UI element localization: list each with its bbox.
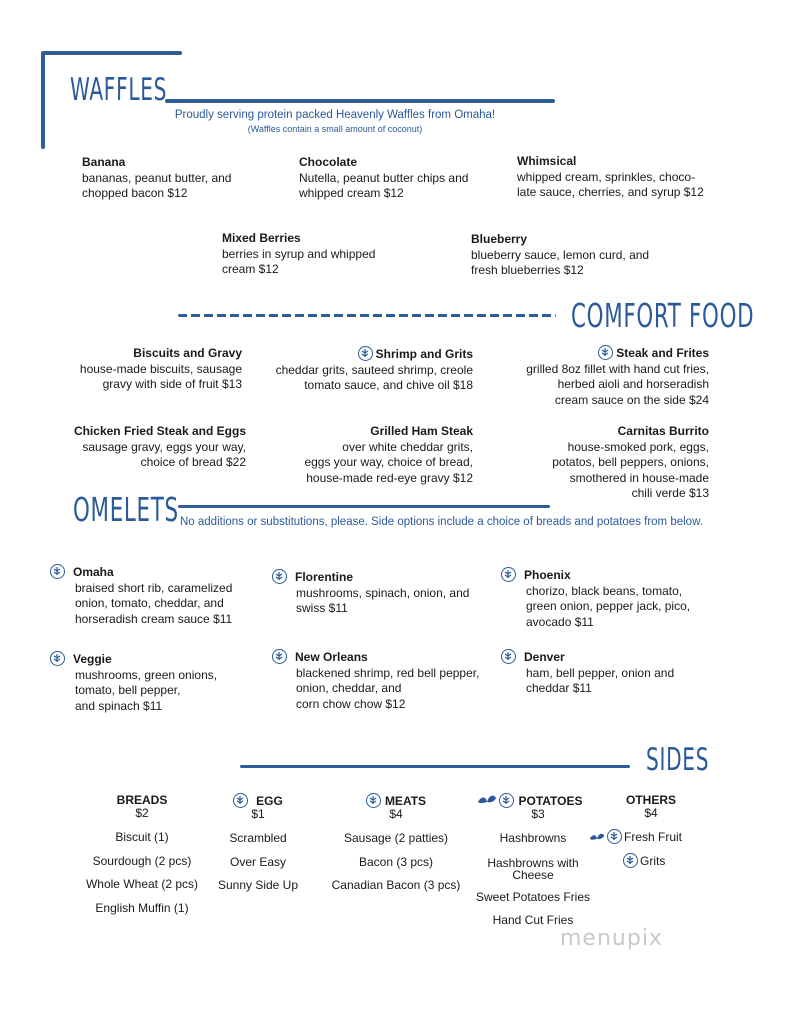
menu-item-biscuits-and-gravy xyxy=(42,346,242,393)
waffles-rule xyxy=(165,99,555,103)
waffles-note: (Waffles contain a small amount of coconut) xyxy=(247,124,423,134)
menu-item-veggie xyxy=(50,651,260,714)
sides-column-title: MEATS xyxy=(384,794,427,808)
item-desc: cheddar grits, sauteed shrimp, creole tomato sauce, and chive oil $18 xyxy=(275,362,473,392)
item-title: Carnitas Burrito xyxy=(617,424,709,438)
list-item: Grits xyxy=(640,853,666,868)
sides-potatoes xyxy=(455,793,605,933)
menu-item-denver xyxy=(501,649,711,697)
item-desc: house-made biscuits, sausage gravy with side of fruit $13 xyxy=(79,361,242,391)
item-title: Florentine xyxy=(295,570,354,584)
waffles-intro xyxy=(150,109,520,134)
list-item: Sourdough (2 pcs) xyxy=(92,853,192,868)
item-title: New Orleans xyxy=(295,650,368,664)
sides-column-title: POTATOES xyxy=(518,794,583,808)
menu-item-carnitas-burrito xyxy=(509,424,709,502)
vegan-leaf-icon xyxy=(589,832,605,844)
omelets-intro: No additions or substitutions, please. Side options include a choice of breads and potatoes from below. xyxy=(180,516,703,528)
list-item-fresh-fruit xyxy=(589,826,716,850)
gluten-free-icon xyxy=(233,793,248,808)
gluten-free-icon xyxy=(272,649,287,664)
list-item: Sausage (2 patties) xyxy=(343,831,449,845)
item-title: Whimsical xyxy=(517,154,577,168)
item-desc: chorizo, black beans, tomato, green onion, pepper jack, pico, avocado $11 xyxy=(526,583,691,629)
item-desc: blackened shrimp, red bell pepper, onion, cheddar, and corn chow chow $12 xyxy=(296,665,480,711)
list-item: Canadian Bacon (3 pcs) xyxy=(331,878,461,892)
menu-item-omaha xyxy=(50,564,260,627)
list-item: Sweet Potatoes Fries xyxy=(475,889,591,904)
list-item: Biscuit (1) xyxy=(115,830,169,844)
gluten-free-icon xyxy=(501,649,516,664)
item-title: Grilled Ham Steak xyxy=(370,424,473,438)
item-desc: mushrooms, green onions, tomato, bell pepper, and spinach $11 xyxy=(75,667,218,713)
gluten-free-icon xyxy=(272,569,287,584)
gluten-free-icon xyxy=(598,345,613,360)
menu-item-new-orleans xyxy=(272,649,492,712)
gluten-free-icon xyxy=(501,567,516,582)
item-desc: sausage gravy, eggs your way, choice of bread $22 xyxy=(82,439,246,469)
gluten-free-icon xyxy=(366,793,381,808)
sides-others xyxy=(586,793,716,873)
sides-column-price: $4 xyxy=(389,807,403,821)
item-title: Phoenix xyxy=(524,568,571,582)
menu-item-blueberry xyxy=(471,232,691,279)
item-title: Denver xyxy=(524,650,565,664)
sides-column-price: $1 xyxy=(251,807,265,821)
gluten-free-icon xyxy=(50,564,65,579)
item-desc: over white cheddar grits, eggs your way, choice of bread, house-made red-eye gravy $12 xyxy=(304,439,473,485)
frame-top-stroke xyxy=(42,51,182,55)
item-title: Chocolate xyxy=(299,155,358,169)
list-item: Bacon (3 pcs) xyxy=(358,854,434,869)
sides-column-title: EGG xyxy=(256,794,283,808)
comfort-food-heading: COMFORT FOOD xyxy=(571,296,755,335)
item-title: Chicken Fried Steak and Eggs xyxy=(73,424,246,438)
omelets-heading: OMELETS xyxy=(73,490,179,529)
list-item: Whole Wheat (2 pcs) xyxy=(85,877,199,891)
list-item: Over Easy xyxy=(229,854,286,869)
waffles-heading: WAFFLES xyxy=(70,72,168,108)
item-title: Veggie xyxy=(73,652,112,666)
item-desc: berries in syrup and whipped cream $12 xyxy=(222,246,376,276)
item-title: Blueberry xyxy=(471,232,528,246)
menu-item-chocolate xyxy=(299,155,499,202)
sides-rule xyxy=(240,765,630,768)
list-item: Hand Cut Fries xyxy=(492,913,574,927)
gluten-free-icon xyxy=(623,853,638,868)
item-title: Biscuits and Gravy xyxy=(133,346,242,360)
menupix-watermark: menupix xyxy=(560,926,663,951)
list-item: Scrambled xyxy=(229,831,287,845)
sides-column-price: $3 xyxy=(531,807,545,821)
menu-item-grilled-ham-steak xyxy=(263,424,473,486)
item-desc: whipped cream, sprinkles, choco- late sauce, cherries, and syrup $12 xyxy=(517,169,704,199)
item-desc: braised short rib, caramelized onion, tomato, cheddar, and horseradish cream sauce $11 xyxy=(75,580,233,626)
list-item: Hashbrowns xyxy=(499,831,567,845)
menu-item-banana xyxy=(82,155,282,202)
menu-item-chicken-fried-steak xyxy=(42,424,246,471)
sides-heading: SIDES xyxy=(646,742,710,778)
gluten-free-icon xyxy=(50,651,65,666)
list-item-grits xyxy=(589,850,716,874)
frame-left-stroke xyxy=(41,51,45,149)
menu-item-shrimp-and-grits xyxy=(263,346,473,394)
omelets-rule xyxy=(178,505,550,508)
vegan-leaf-icon xyxy=(477,794,497,808)
item-desc: house-smoked pork, eggs, potatos, bell peppers, onions, smothered in house-made chili verde $13 xyxy=(552,439,709,500)
item-title: Omaha xyxy=(73,565,114,579)
menu-item-steak-and-frites xyxy=(489,345,709,408)
item-title: Steak and Frites xyxy=(616,346,709,360)
list-item: English Muffin (1) xyxy=(95,900,189,915)
sides-egg xyxy=(203,793,313,898)
menu-item-whimsical xyxy=(517,154,747,201)
item-desc: ham, bell pepper, onion and cheddar $11 xyxy=(526,665,675,695)
item-desc: grilled 8oz fillet with hand cut fries, herbed aioli and horseradish cream sauce on the side $24 xyxy=(526,361,709,407)
item-title: Shrimp and Grits xyxy=(375,347,473,361)
item-desc: blueberry sauce, lemon curd, and fresh blueberries $12 xyxy=(471,247,650,277)
list-item: Sunny Side Up xyxy=(217,878,299,892)
item-desc: mushrooms, spinach, onion, and swiss $11 xyxy=(296,585,470,615)
menu-item-phoenix xyxy=(501,567,711,630)
sides-column-title: OTHERS xyxy=(625,793,676,807)
menu-item-mixed-berries xyxy=(222,231,422,278)
list-item: Hashbrowns with Cheese xyxy=(487,855,579,882)
item-title: Mixed Berries xyxy=(222,231,301,245)
comfort-rule xyxy=(178,314,556,317)
item-title: Banana xyxy=(82,155,126,169)
sides-breads xyxy=(72,793,212,920)
list-item: Fresh Fruit xyxy=(624,830,683,844)
sides-column-price: $4 xyxy=(644,806,658,820)
waffles-tagline: Proudly serving protein packed Heavenly Waffles from Omaha! xyxy=(174,109,496,121)
gluten-free-icon xyxy=(499,793,514,808)
sides-meats xyxy=(326,793,466,898)
menu-item-florentine xyxy=(272,569,482,617)
item-desc: Nutella, peanut butter chips and whipped cream $12 xyxy=(299,170,469,200)
sides-column-title: BREADS xyxy=(116,793,168,807)
item-desc: bananas, peanut butter, and chopped bacon $12 xyxy=(82,170,232,200)
gluten-free-icon xyxy=(607,829,622,844)
sides-column-price: $2 xyxy=(135,806,149,820)
gluten-free-icon xyxy=(358,346,373,361)
